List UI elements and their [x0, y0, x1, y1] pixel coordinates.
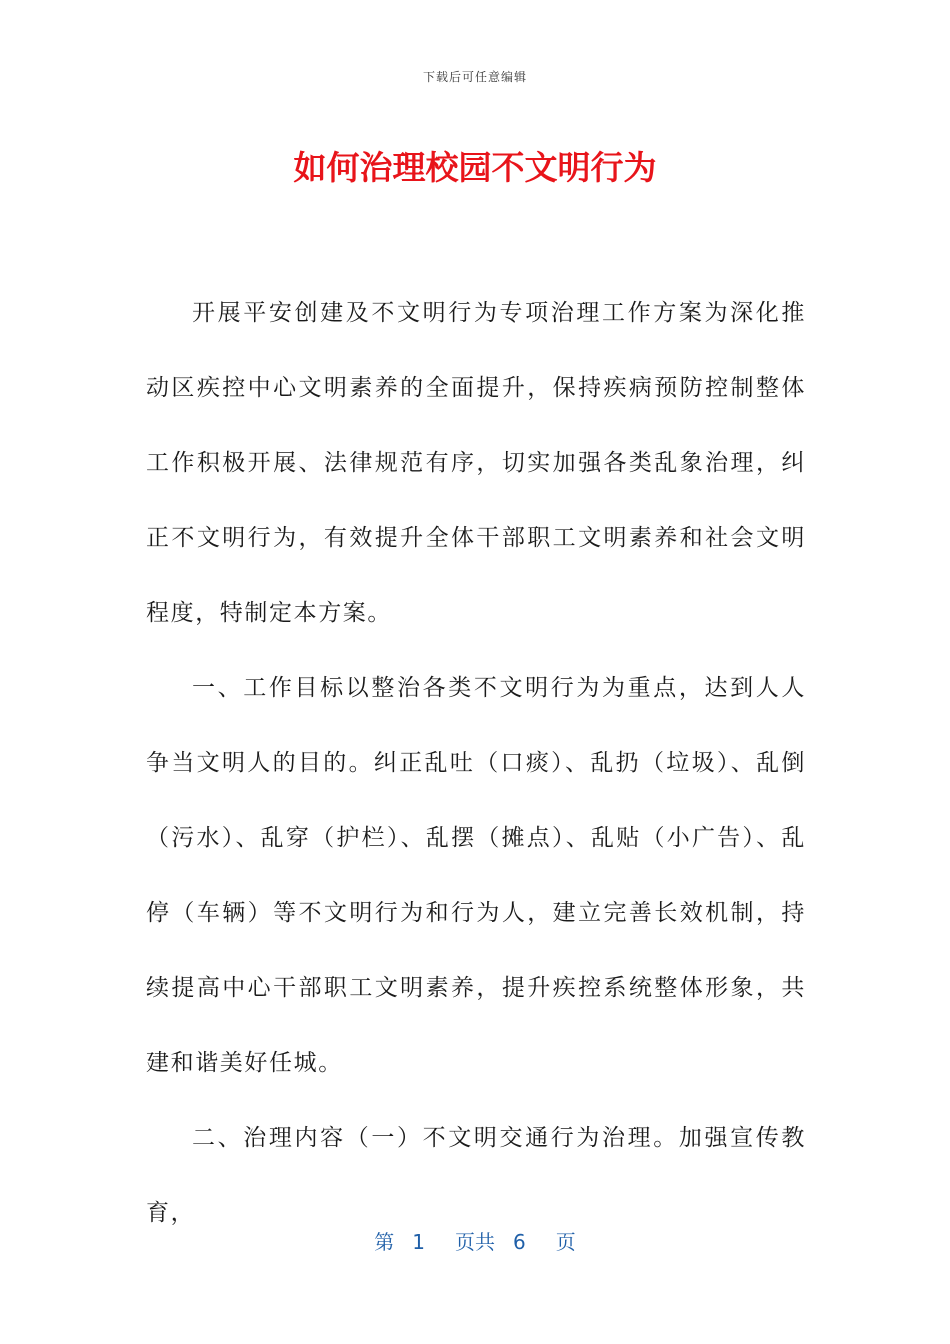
paragraph-governance-content: 二、治理内容（一）不文明交通行为治理。加强宣传教育， — [146, 1125, 806, 1226]
paragraph-work-goals: 一、工作目标以整治各类不文明行为为重点，达到人人争当文明人的目的。纠正乱吐（口痰）、乱扔（垃圾）、乱倒（污水）、乱穿（护栏）、乱摆（摊点）、乱贴（小广告）、乱停（车辆）等不文明行为和行为人，建立完善长效机制，持续提高中心干部职工文明素养，提升疾控系统整体形象，共建和谐美好任城。 — [146, 675, 806, 1076]
header-note: 下载后可任意编辑 — [422, 70, 527, 84]
page-footer — [0, 1226, 950, 1255]
document-body — [146, 276, 806, 1251]
page-middle: 页共 — [455, 1230, 495, 1254]
document-title: 如何治理校园不文明行为 — [293, 148, 657, 187]
page-suffix: 页 — [555, 1230, 576, 1254]
page-prefix: 第 — [374, 1230, 395, 1254]
paragraph-intro: 开展平安创建及不文明行为专项治理工作方案为深化推动区疾控中心文明素养的全面提升，保持疾病预防控制整体工作积极开展、法律规范有序，切实加强各类乱象治理，纠正不文明行为，有效提升全体干部职工文明素养和社会文明程度，特制定本方案。 — [146, 300, 806, 626]
page-number: 1 — [412, 1230, 425, 1254]
page-total: 6 — [513, 1230, 526, 1254]
